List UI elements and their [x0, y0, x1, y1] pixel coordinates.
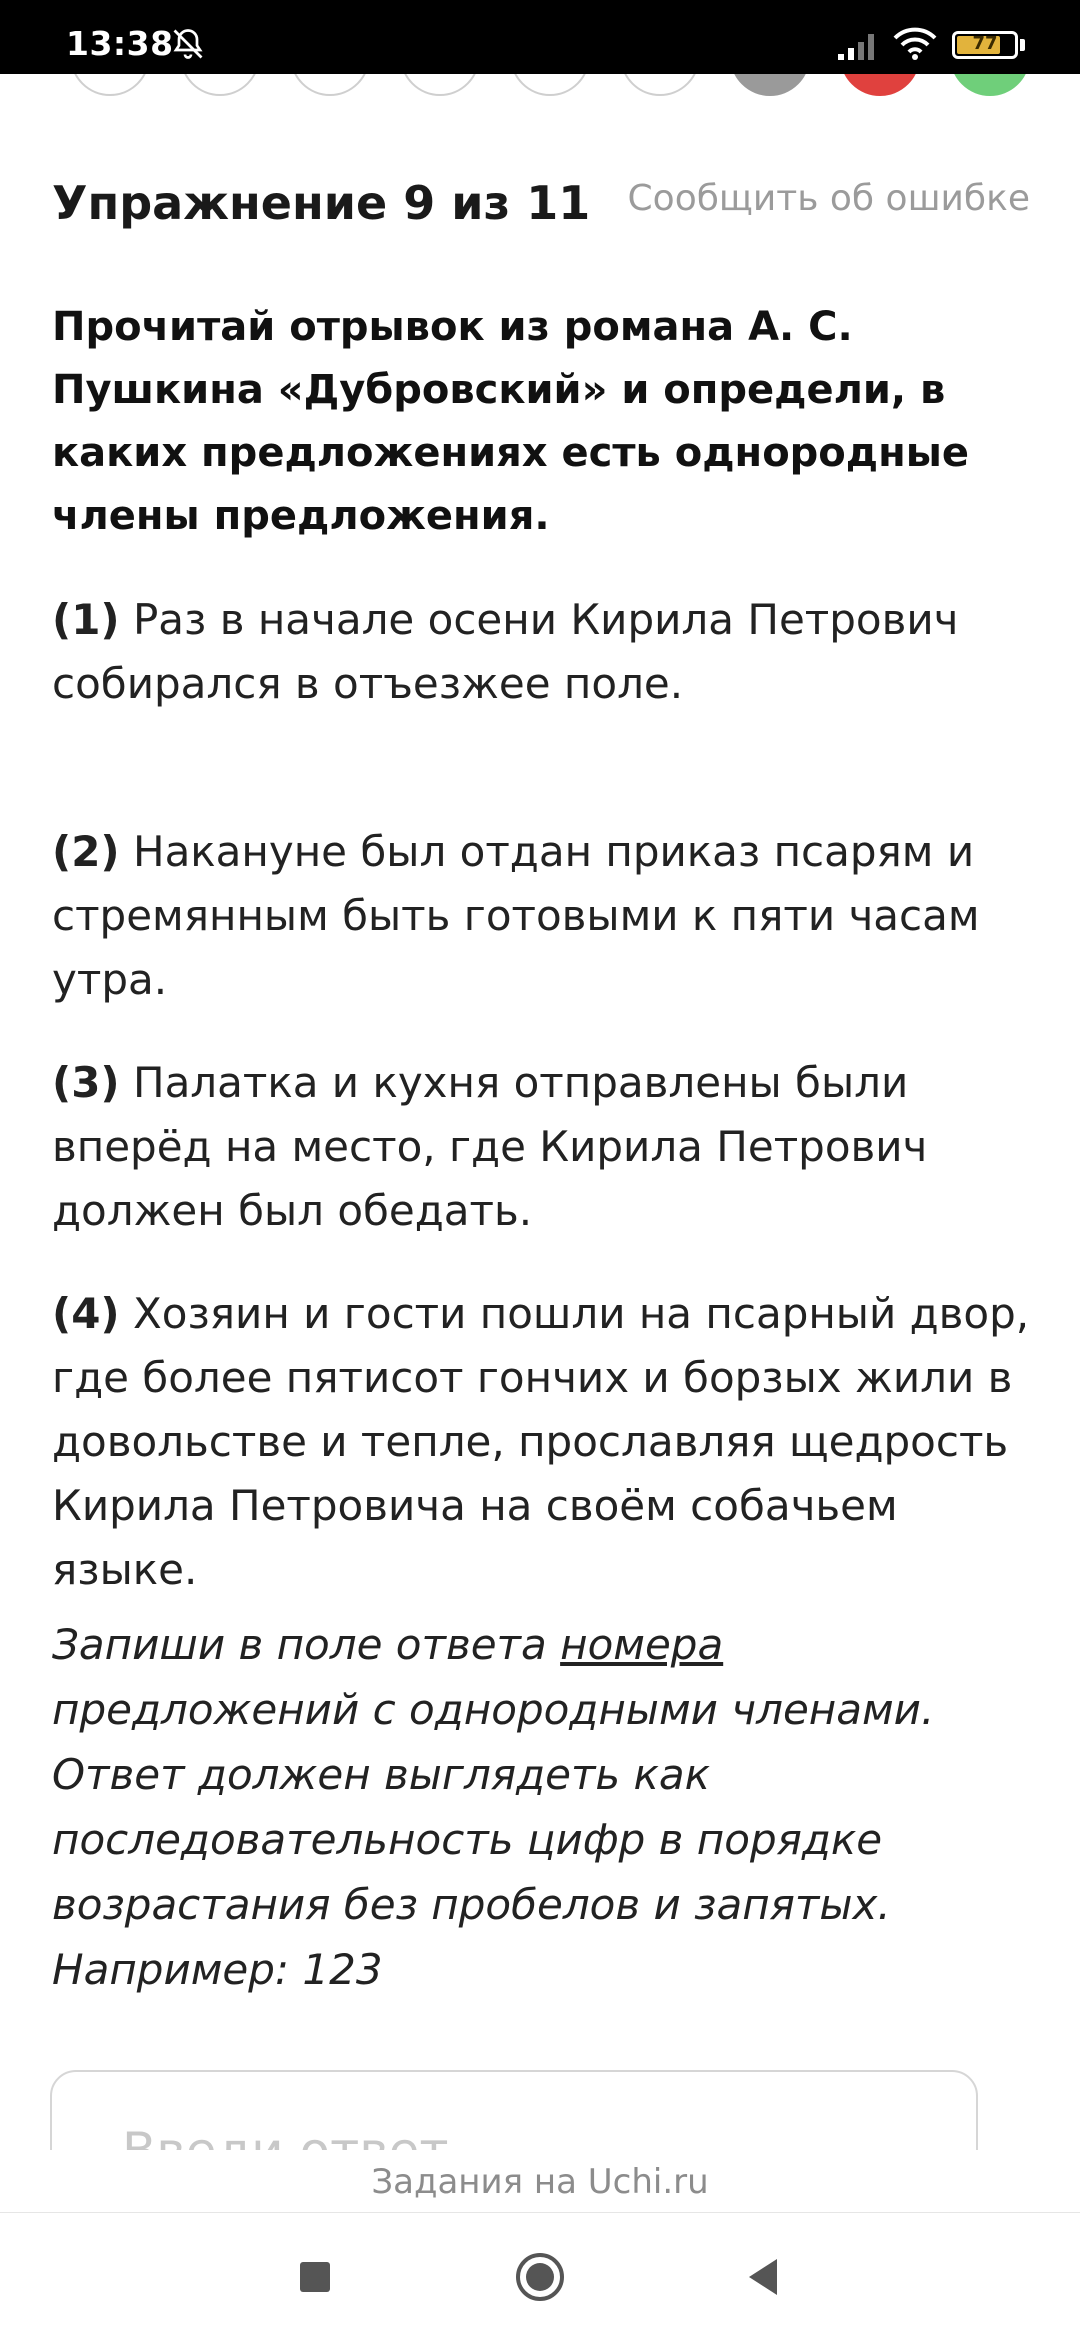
sentence-text: Хозяин и гости пошли на псарный двор, где более пятисот гончих и борзых жили в довольстве и тепле, прославляя щедрость Кирила Петровича на своём собачьем языке.	[52, 1289, 1030, 1594]
back-button[interactable]	[728, 2242, 798, 2312]
progress-step-4[interactable]	[400, 74, 480, 96]
exercise-title: Упражнение 9 из 11	[52, 176, 591, 230]
progress-step-7[interactable]	[730, 74, 810, 96]
system-nav-bar	[0, 2214, 1080, 2340]
sentence-number: (1)	[52, 595, 120, 644]
progress-step-2[interactable]	[180, 74, 260, 96]
progress-step-9[interactable]	[950, 74, 1030, 96]
recents-square-icon	[298, 2260, 332, 2294]
task-heading: Прочитай отрывок из романа А. С. Пушкина «Дубровский» и определи, в каких предложениях есть однородные члены предложения.	[52, 304, 970, 539]
sentence-text: Палатка и кухня отправлены были вперёд на место, где Кирила Петрович должен был обедать.	[52, 1058, 928, 1235]
wifi-icon	[892, 26, 938, 62]
sentence-number: (4)	[52, 1289, 120, 1338]
instructions-underlined: номера	[560, 1620, 724, 1669]
sentence-text: Накануне был отдан приказ псарям и стремянным быть готовыми к пяти часам утра.	[52, 827, 980, 1004]
back-triangle-icon	[745, 2257, 781, 2297]
progress-step-3[interactable]	[290, 74, 370, 96]
progress-step-5[interactable]	[510, 74, 590, 96]
exercise-content	[0, 96, 1080, 2150]
sentence-number: (3)	[52, 1058, 120, 1107]
report-error-link[interactable]: Сообщить об ошибке	[627, 178, 1030, 219]
answer-instructions	[52, 1612, 1042, 2002]
instructions-text-rest: предложений с однородными членами. Ответ должен выглядеть как последовательность цифр в порядке возрастания без пробелов и запятых. Например: 123	[52, 1685, 935, 1994]
instructions-text: Запиши в поле ответа	[52, 1620, 561, 1669]
sentence-4	[52, 1282, 1042, 1602]
footer-divider	[0, 2212, 1080, 2213]
progress-step-1[interactable]	[70, 74, 150, 96]
home-circle-icon	[514, 2251, 566, 2303]
battery-cap	[1020, 39, 1025, 51]
answer-input[interactable]	[122, 2122, 902, 2150]
home-button[interactable]	[505, 2242, 575, 2312]
battery-level: 77	[972, 33, 998, 54]
sentence-3	[52, 1051, 1042, 1243]
signal-icon	[836, 30, 880, 62]
sentence-2	[52, 820, 1042, 1012]
recents-button[interactable]	[280, 2242, 350, 2312]
sentence-1	[52, 588, 1042, 716]
bell-off-icon	[170, 26, 206, 62]
status-time: 13:38	[66, 24, 174, 63]
progress-step-6[interactable]	[620, 74, 700, 96]
footer-caption[interactable]: Задания на Uchi.ru	[0, 2150, 1080, 2214]
status-bar	[0, 0, 1080, 74]
sentence-text: Раз в начале осени Кирила Петрович собирался в отъезжее поле.	[52, 595, 959, 708]
answer-box[interactable]	[50, 2070, 978, 2150]
exercise-progress	[0, 74, 1080, 96]
sentence-number: (2)	[52, 827, 120, 876]
progress-step-8[interactable]	[840, 74, 920, 96]
